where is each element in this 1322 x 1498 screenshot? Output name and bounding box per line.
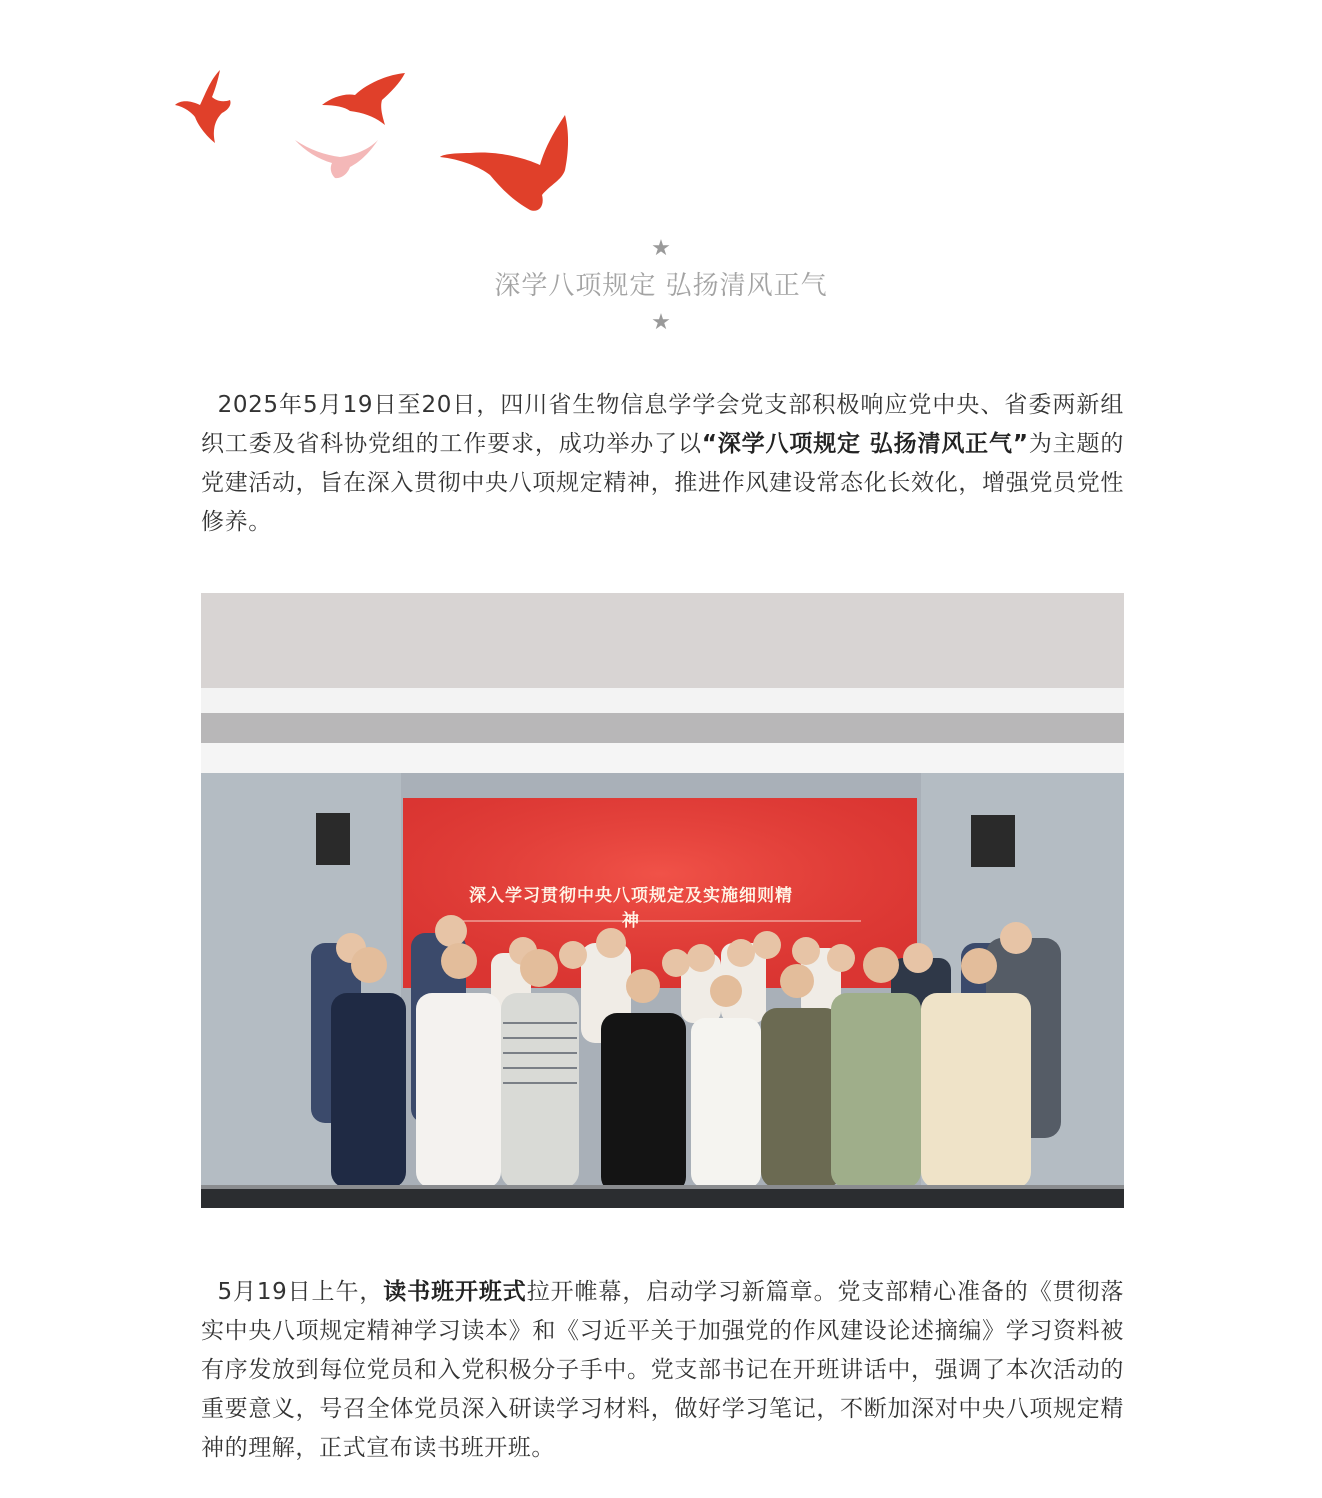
dove-icon — [175, 70, 231, 143]
ceremony-bold: 读书班开班式 — [383, 1279, 527, 1305]
star-icon: ★ — [651, 236, 671, 261]
dove-icon — [295, 140, 378, 178]
dove-icon — [440, 115, 568, 211]
intro-theme-bold: “深学八项规定 弘扬清风正气” — [701, 431, 1029, 457]
group-photo — [201, 593, 1124, 1208]
ceremony-text-end: 拉开帷幕，启动学习新篇章。党支部精心准备的《贯彻落实中央八项规定精神学习读本》和《习近平关于加强党的作风建设论述摘编》学习资料被有序发放到每位党员和入党积极分子手中。党支部书记在开班讲话中，强调了本次活动的重要意义，号召全体党员深入研读学习材料，做好学习笔记，不断加深对中央八项规定精神的理解，正式宣布读书班开班。 — [201, 1279, 1125, 1461]
photo-banner-text: 深入学习贯彻中央八项规定及实施细则精神 — [469, 886, 793, 931]
ceremony-text-start: 5月19日上午， — [217, 1279, 384, 1305]
intro-text-start: 2025年5月19日至20日，四川省生物信息学学会党支部积极响应党中央、省委两新组织工委及省科协党组的工作要求，成功举办了以 — [201, 392, 1124, 457]
intro-text-end: 为主题的党建活动，旨在深入贯彻中央八项规定精神，推进作风建设常态化长效化，增强党员党性修养。 — [201, 431, 1124, 535]
opening-ceremony-paragraph — [201, 1273, 1124, 1468]
star-icon: ★ — [651, 310, 671, 335]
section-title: 深学八项规定 弘扬清风正气 — [494, 271, 828, 301]
section-header — [0, 232, 1322, 340]
dove-icon — [322, 73, 405, 125]
flying-doves-decoration — [160, 55, 600, 230]
intro-paragraph — [201, 386, 1124, 542]
